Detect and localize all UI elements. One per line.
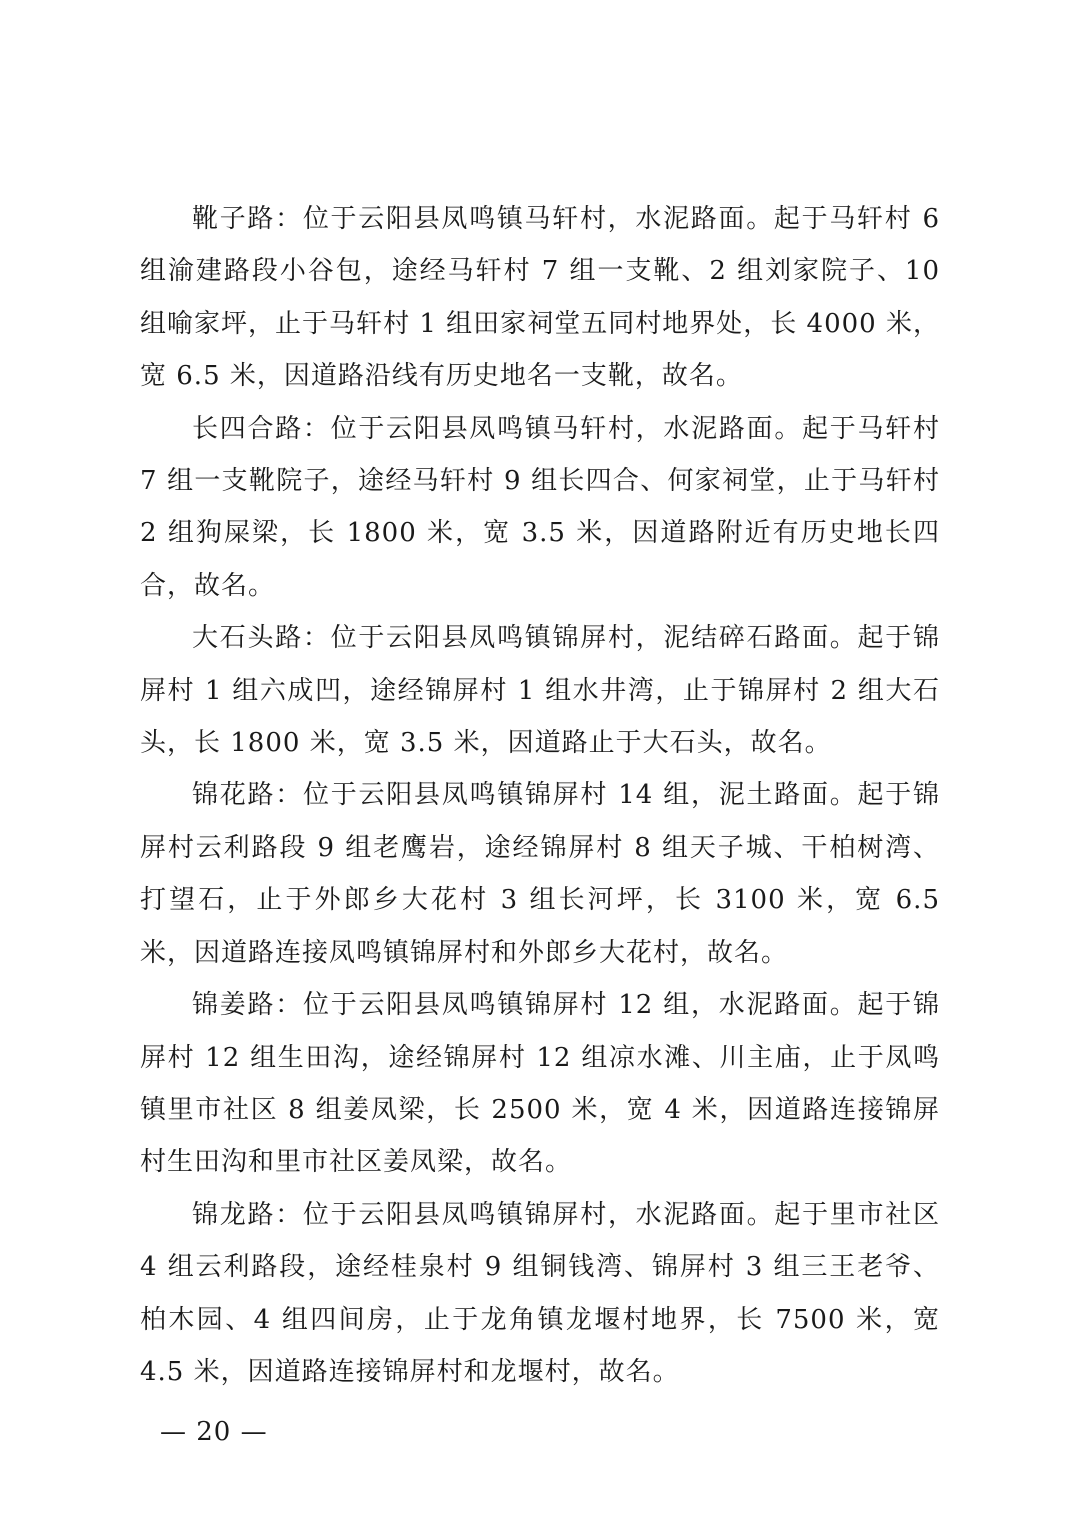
- paragraph-jinhua-road: 锦花路：位于云阳县凤鸣镇锦屏村 14 组，泥土路面。起于锦屏村云利路段 9 组老鹰岩，途经锦屏村 8 组天子城、干柏树湾、打望石，止于外郎乡大花村 3 组长河坪，长 3100 米，宽 6.5 米，因道路连接凤鸣镇锦屏村和外郎乡大花村，故名。: [140, 780, 940, 968]
- document-body: [140, 193, 940, 1398]
- paragraph-xuezi-road: 靴子路：位于云阳县凤鸣镇马轩村，水泥路面。起于马轩村 6 组渝建路段小谷包，途经马轩村 7 组一支靴、2 组刘家院子、10 组喻家坪，止于马轩村 1 组田家祠堂五同村地界处，长 4000 米，宽 6.5 米，因道路沿线有历史地名一支靴，故名。: [140, 204, 940, 392]
- paragraph-jinjiang-road: 锦姜路：位于云阳县凤鸣镇锦屏村 12 组，水泥路面。起于锦屏村 12 组生田沟，途经锦屏村 12 组凉水滩、川主庙，止于凤鸣镇里市社区 8 组姜凤梁，长 2500 米，宽 4 米，因道路连接锦屏村生田沟和里市社区姜凤梁，故名。: [140, 990, 940, 1178]
- paragraph-jinlong-road: 锦龙路：位于云阳县凤鸣镇锦屏村，水泥路面。起于里市社区 4 组云利路段，途经桂泉村 9 组铜钱湾、锦屏村 3 组三王老爷、柏木园、4 组四间房，止于龙角镇龙堰村地界，长 7500 米，宽 4.5 米，因道路连接锦屏村和龙堰村，故名。: [140, 1199, 940, 1387]
- paragraph-dashitou-road: 大石头路：位于云阳县凤鸣镇锦屏村，泥结碎石路面。起于锦屏村 1 组六成凹，途经锦屏村 1 组水井湾，止于锦屏村 2 组大石头，长 1800 米，宽 3.5 米，因道路止于大石头，故名。: [140, 623, 940, 759]
- page-number: — 20 —: [160, 1417, 268, 1447]
- paragraph-changsihe-road: 长四合路：位于云阳县凤鸣镇马轩村，水泥路面。起于马轩村 7 组一支靴院子，途经马轩村 9 组长四合、何家祠堂，止于马轩村 2 组狗屎梁，长 1800 米，宽 3.5 米，因道路附近有历史地长四合，故名。: [140, 413, 940, 601]
